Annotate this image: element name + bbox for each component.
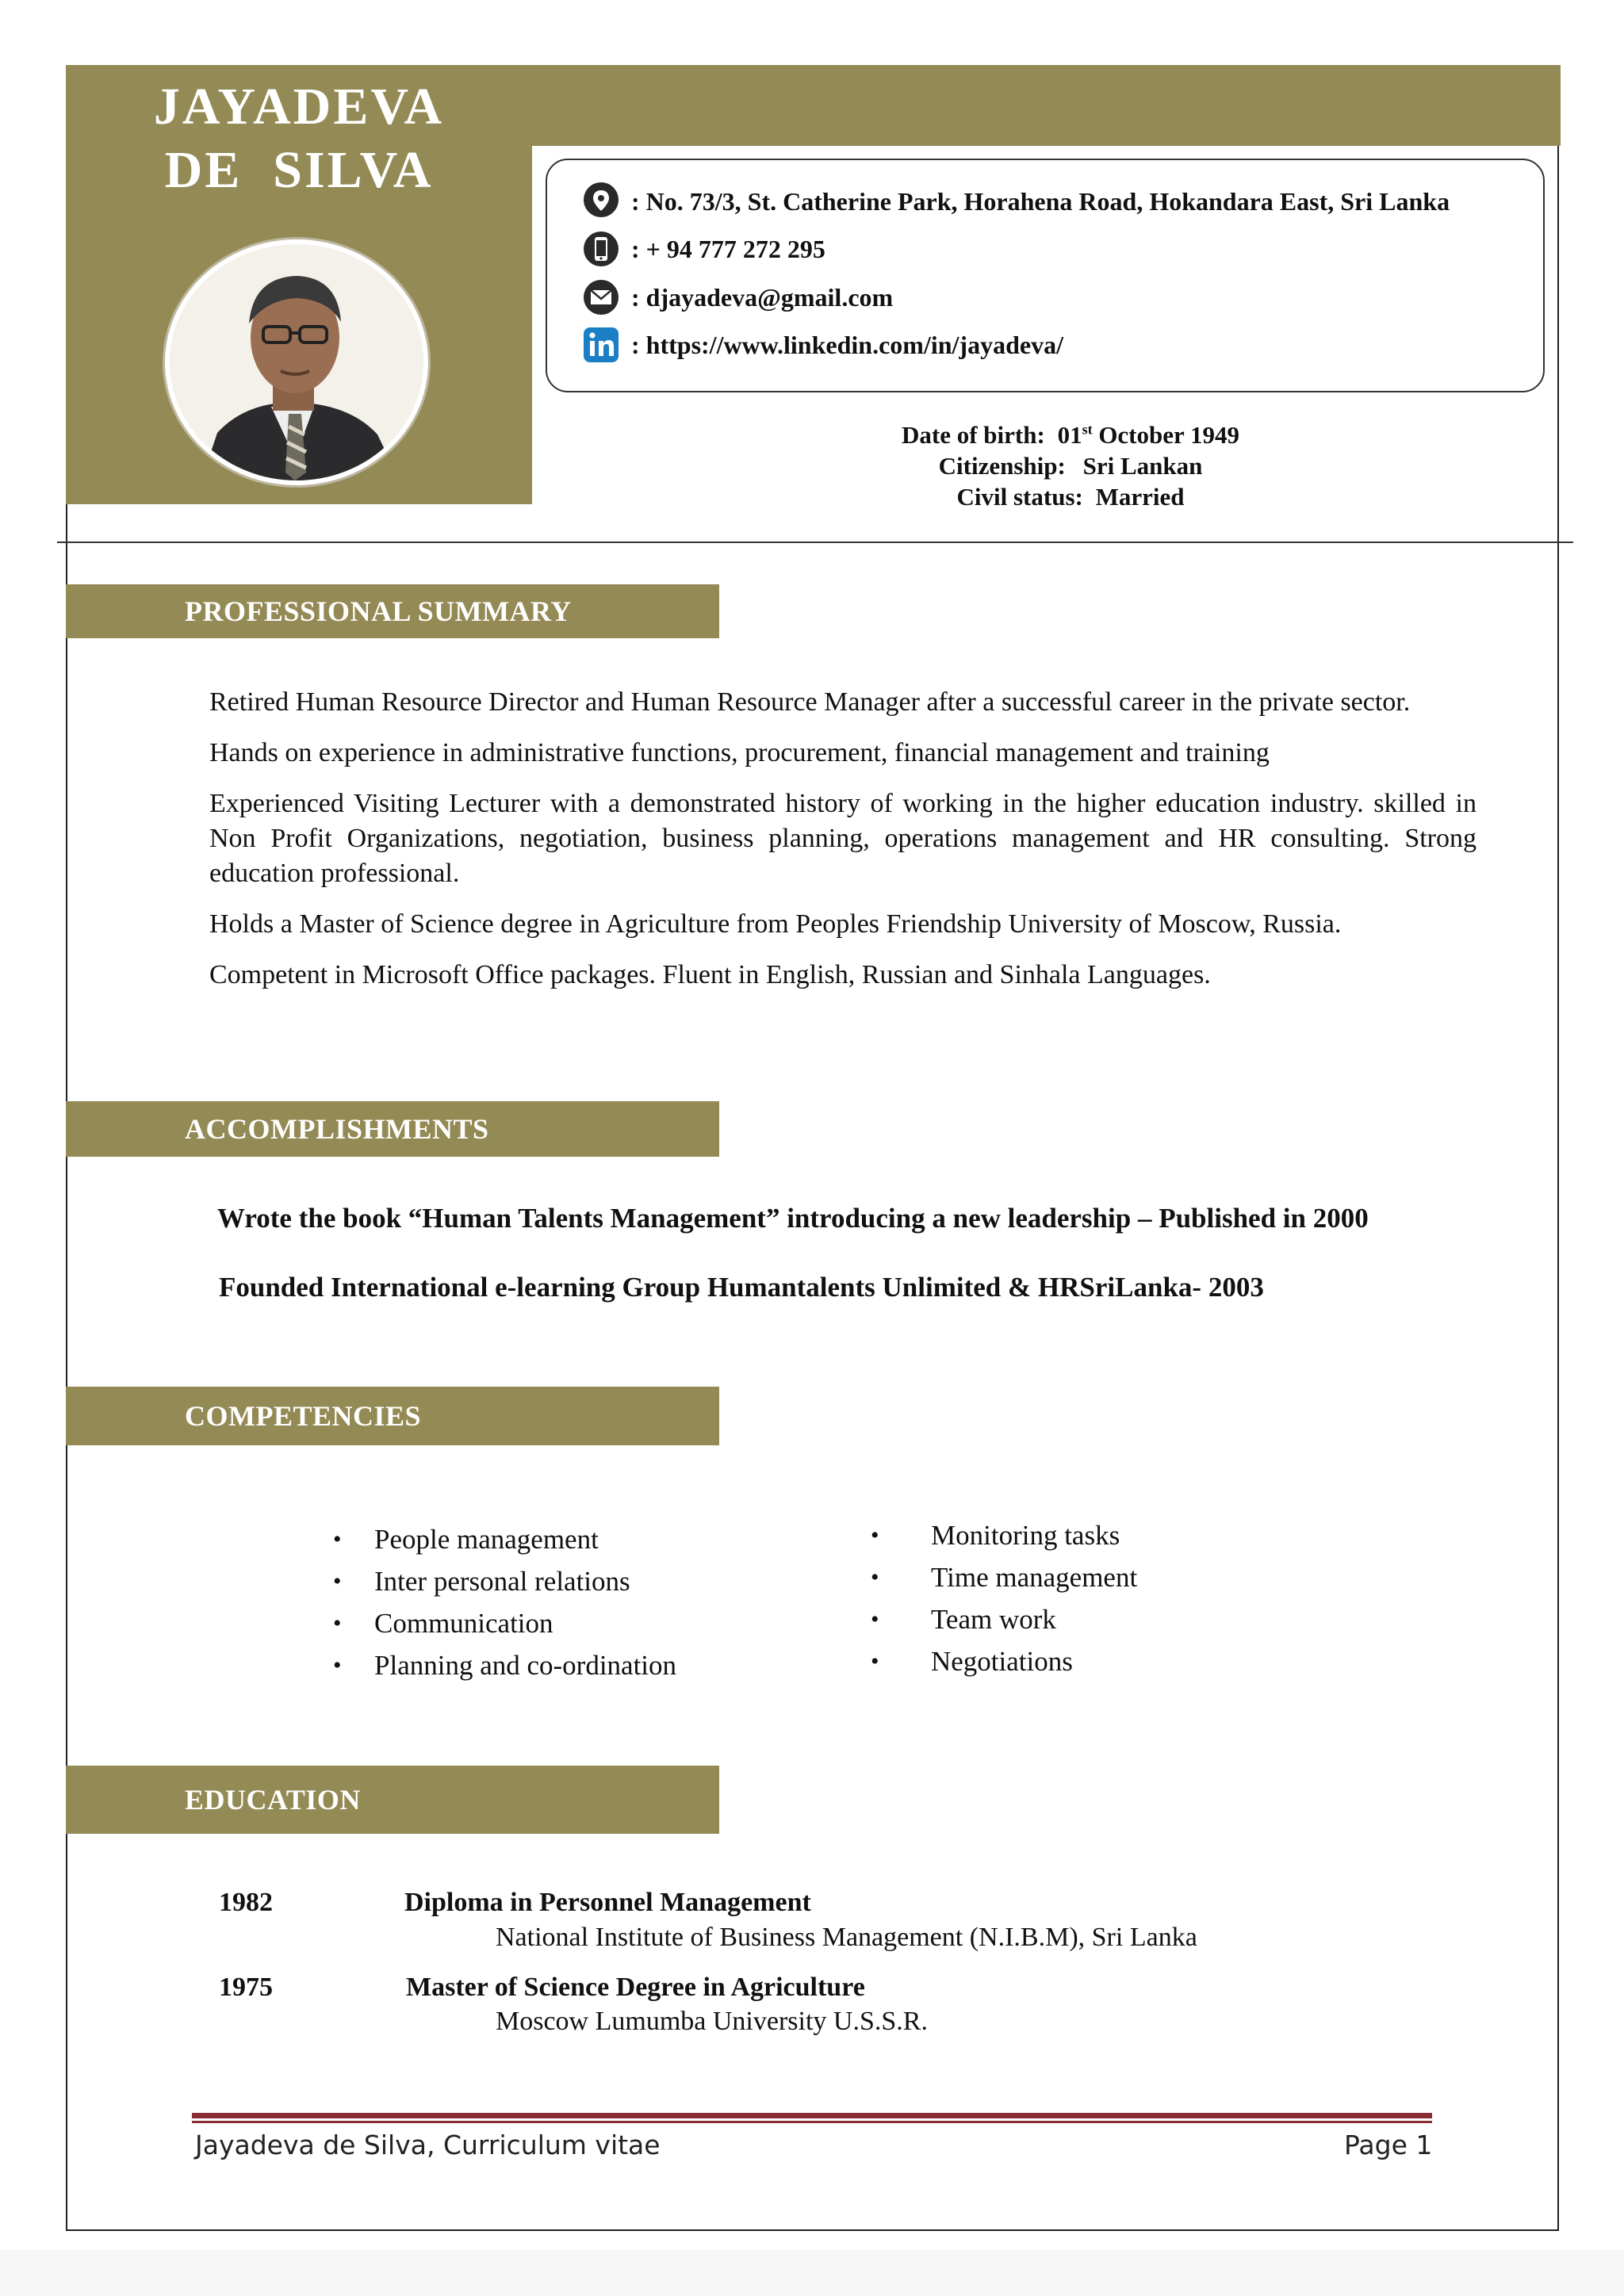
mobile-phone-icon — [580, 228, 622, 270]
competency-label: Inter personal relations — [374, 1566, 630, 1597]
citizenship-value: Sri Lankan — [1082, 452, 1203, 480]
section-header-competencies: COMPETENCIES — [66, 1387, 719, 1445]
competency-label: Team work — [931, 1604, 1056, 1635]
education-institution: National Institute of Business Management (N.I.B.M), Sri Lanka — [496, 1923, 1197, 1952]
location-pin-icon — [580, 181, 622, 222]
dob-suffix: st — [1082, 421, 1093, 438]
dob-month-year: October 1949 — [1098, 421, 1239, 449]
contact-phone: : + 94 777 272 295 — [631, 234, 825, 263]
candidate-name — [66, 75, 532, 202]
profile-photo — [165, 239, 428, 485]
name-line-last: DE SILVA — [164, 141, 434, 199]
dob-label: Date of birth: — [902, 421, 1045, 449]
section-header-accomplishments: ACCOMPLISHMENTS — [66, 1101, 719, 1157]
competency-label: Planning and co-ordination — [374, 1650, 677, 1681]
competency-label: People management — [374, 1524, 599, 1555]
contact-email-row — [580, 275, 893, 320]
summary-paragraph: Competent in Microsoft Office packages. Fluent in English, Russian and Sinhala Languages. — [209, 960, 1211, 989]
competency-item: • Planning and co-ordination — [333, 1650, 677, 1681]
competencies-right-list — [871, 1514, 1137, 1682]
dob-day: 01 — [1057, 421, 1082, 449]
education-title: Master of Science Degree in Agriculture — [406, 1973, 865, 2002]
competency-label: Communication — [374, 1608, 553, 1639]
footer-page-number: Page 1 — [1344, 2130, 1433, 2160]
section-header-education: EDUCATION — [66, 1766, 719, 1834]
name-line-first: JAYADEVA — [153, 78, 445, 136]
header-divider — [57, 541, 1573, 543]
footer-rule-thin — [192, 2121, 1432, 2123]
contact-linkedin-row — [580, 323, 1063, 367]
contact-email[interactable]: : djayadeva@gmail.com — [631, 282, 894, 312]
competency-label: Monitoring tasks — [931, 1520, 1120, 1551]
competency-item: • Time management — [871, 1562, 1138, 1593]
competency-item: • Negotiations — [871, 1646, 1073, 1677]
competency-item: • Monitoring tasks — [871, 1520, 1120, 1551]
competency-label: Negotiations — [931, 1646, 1073, 1677]
contact-address-row — [580, 179, 1450, 224]
footer-rule — [192, 2113, 1432, 2118]
summary-paragraph: Holds a Master of Science degree in Agriculture from Peoples Friendship University of Moscow, Russia. — [209, 909, 1342, 939]
contact-address: : No. 73/3, St. Catherine Park, Horahena Road, Hokandara East, Sri Lanka — [631, 186, 1450, 216]
education-year: 1975 — [219, 1973, 273, 2002]
citizenship — [793, 452, 1348, 480]
page-bottom-margin — [0, 2250, 1624, 2296]
date-of-birth — [793, 421, 1348, 450]
contact-linkedin[interactable]: : https://www.linkedin.com/in/jayadeva/ — [631, 330, 1063, 359]
portrait-image — [170, 244, 423, 480]
civil-status-value: Married — [1095, 483, 1185, 511]
education-institution: Moscow Lumumba University U.S.S.R. — [496, 2007, 928, 2036]
education-title: Diploma in Personnel Management — [404, 1888, 811, 1917]
education-year: 1982 — [219, 1888, 273, 1917]
summary-paragraph: Experienced Visiting Lecturer with a demonstrated history of working in the higher education industry. skilled in Non Profit Organizations, negotiation, business planning, operations management and HR consulting. Strong education professional. — [209, 789, 1477, 888]
accomplishment-item: Wrote the book “Human Talents Management” introducing a new leadership – Published in 2000 — [217, 1203, 1369, 1234]
competency-item: • Team work — [871, 1604, 1056, 1635]
section-header-summary: PROFESSIONAL SUMMARY — [66, 584, 719, 638]
envelope-icon — [580, 277, 622, 318]
citizenship-label: Citizenship: — [938, 452, 1066, 480]
civil-status — [793, 483, 1348, 511]
competency-label: Time management — [931, 1562, 1138, 1593]
accomplishment-item: Founded International e-learning Group Humantalents Unlimited & HRSriLanka- 2003 — [219, 1272, 1264, 1303]
summary-paragraph: Retired Human Resource Director and Human Resource Manager after a successful career in the private sector. — [209, 687, 1411, 717]
competency-item: • People management — [333, 1524, 599, 1555]
competency-item: • Inter personal relations — [333, 1566, 630, 1597]
contact-phone-row — [580, 227, 825, 271]
summary-paragraph: Hands on experience in administrative functions, procurement, financial management and training — [209, 738, 1270, 767]
footer-document-title: Jayadeva de Silva, Curriculum vitae — [195, 2130, 661, 2160]
professional-summary — [209, 685, 1477, 1008]
civil-status-label: Civil status: — [956, 483, 1083, 511]
linkedin-icon — [580, 324, 622, 365]
header-bar — [532, 65, 1561, 146]
competency-item: • Communication — [333, 1608, 553, 1639]
competencies-left-list — [333, 1518, 676, 1686]
